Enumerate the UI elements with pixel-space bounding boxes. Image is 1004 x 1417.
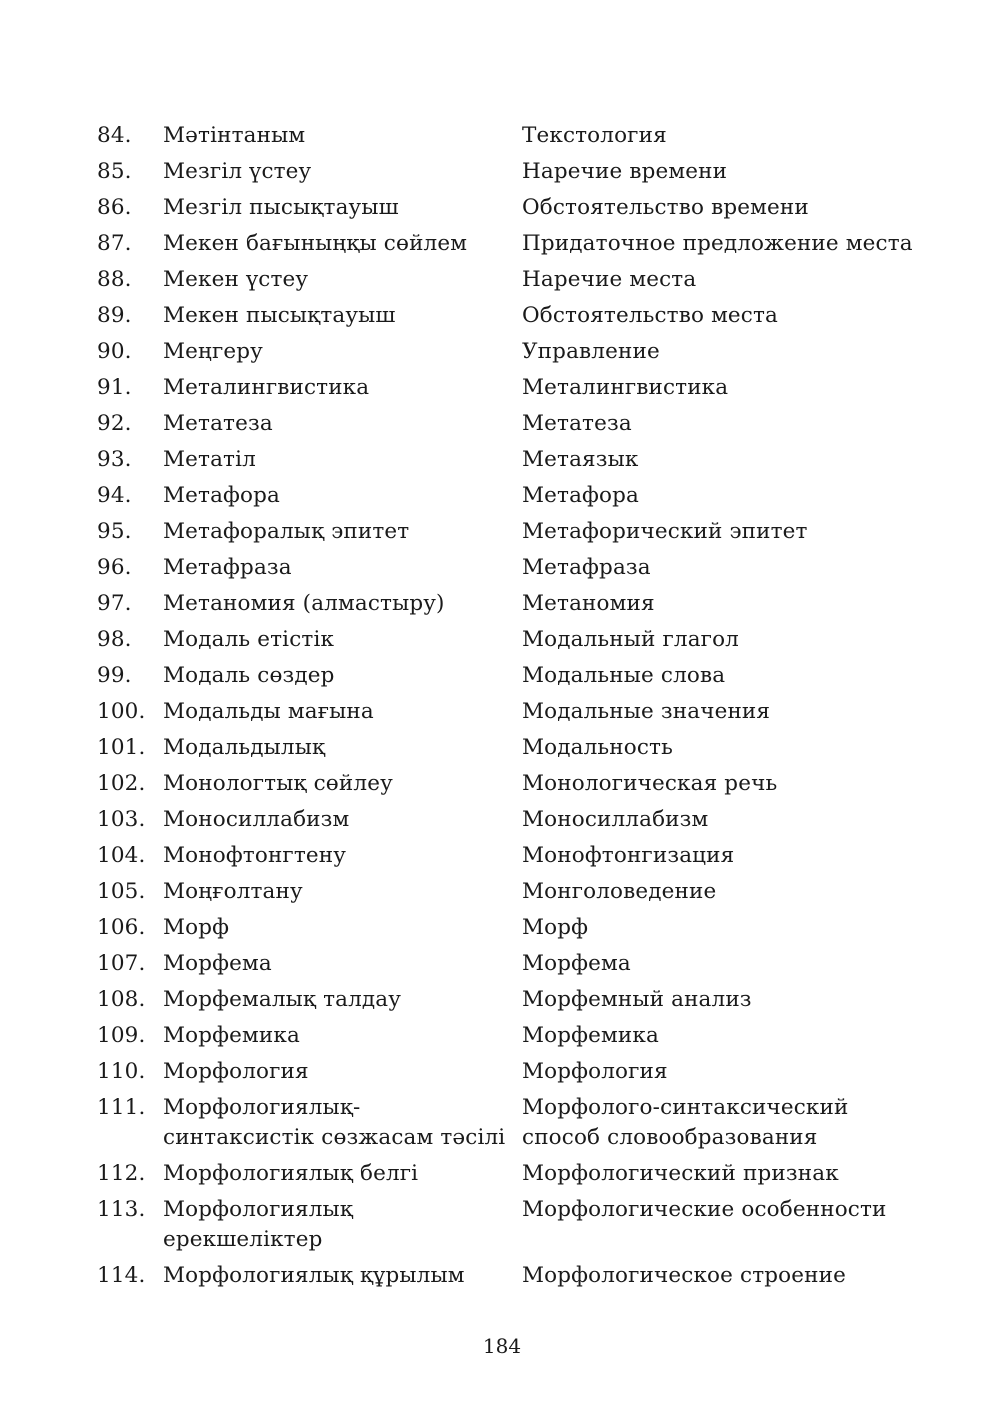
russian-term-line: Морфологическое строение xyxy=(522,1263,846,1288)
russian-term xyxy=(522,589,917,619)
kazakh-term-line: Меңгеру xyxy=(163,339,263,364)
kazakh-term xyxy=(163,193,522,223)
glossary-entry xyxy=(97,553,917,589)
glossary-list xyxy=(97,121,917,1297)
kazakh-term-line: Морфемика xyxy=(163,1023,300,1048)
russian-term xyxy=(522,769,917,799)
russian-term-line: Наречие времени xyxy=(522,159,728,184)
glossary-entry xyxy=(97,625,917,661)
kazakh-term-line: Метатеза xyxy=(163,411,273,436)
russian-term xyxy=(522,337,917,367)
russian-term-line: Метафора xyxy=(522,483,640,508)
russian-term-line: Обстоятельство времени xyxy=(522,195,809,220)
russian-term-line: Морфологический признак xyxy=(522,1161,839,1186)
kazakh-term xyxy=(163,1159,522,1189)
entry-number: 87. xyxy=(97,231,132,256)
russian-term xyxy=(522,985,917,1015)
glossary-entry xyxy=(97,229,917,265)
russian-term-line: Наречие места xyxy=(522,267,697,292)
russian-term-line: Моносиллабизм xyxy=(522,807,709,832)
entry-number: 104. xyxy=(97,843,146,868)
glossary-entry xyxy=(97,445,917,481)
russian-term xyxy=(522,877,917,907)
kazakh-term-line: Моңғолтану xyxy=(163,879,303,904)
russian-term xyxy=(522,553,917,583)
entry-number: 102. xyxy=(97,771,146,796)
kazakh-term-line: Морфологиялық- xyxy=(163,1095,361,1120)
russian-term xyxy=(522,949,917,979)
russian-term xyxy=(522,1021,917,1051)
entry-number: 113. xyxy=(97,1197,146,1222)
russian-term-line: Модальный глагол xyxy=(522,627,739,652)
kazakh-term-line: Модаль етістік xyxy=(163,627,335,652)
russian-term-line: Модальные значения xyxy=(522,699,771,724)
kazakh-term-line: Морфологиялық құрылым xyxy=(163,1263,465,1288)
glossary-entry xyxy=(97,877,917,913)
kazakh-term-line: Модальды мағына xyxy=(163,699,374,724)
russian-term xyxy=(522,1057,917,1087)
kazakh-term xyxy=(163,661,522,691)
russian-term xyxy=(522,301,917,331)
russian-term xyxy=(522,373,917,403)
entry-number: 107. xyxy=(97,951,146,976)
glossary-entry xyxy=(97,949,917,985)
kazakh-term xyxy=(163,805,522,835)
kazakh-term xyxy=(163,1093,522,1153)
russian-term-line: Модальность xyxy=(522,735,673,760)
kazakh-term xyxy=(163,841,522,871)
kazakh-term xyxy=(163,985,522,1015)
russian-term-line: Обстоятельство места xyxy=(522,303,779,328)
entry-number: 112. xyxy=(97,1161,146,1186)
glossary-entry xyxy=(97,1159,917,1195)
russian-term-line: Метафраза xyxy=(522,555,651,580)
kazakh-term xyxy=(163,481,522,511)
glossary-entry xyxy=(97,841,917,877)
russian-term-line: Морфемика xyxy=(522,1023,659,1048)
glossary-entry xyxy=(97,193,917,229)
kazakh-term xyxy=(163,877,522,907)
kazakh-term xyxy=(163,337,522,367)
glossary-entry xyxy=(97,985,917,1021)
russian-term-line: Морфология xyxy=(522,1059,668,1084)
glossary-entry xyxy=(97,1021,917,1057)
kazakh-term xyxy=(163,949,522,979)
glossary-entry xyxy=(97,301,917,337)
kazakh-term-line: Метафраза xyxy=(163,555,292,580)
glossary-entry xyxy=(97,913,917,949)
kazakh-term xyxy=(163,1195,522,1255)
kazakh-term-line: Морфемалық талдау xyxy=(163,987,402,1012)
kazakh-term-line: синтаксистік сөзжасам тәсілі xyxy=(163,1125,506,1150)
entry-number: 109. xyxy=(97,1023,146,1048)
kazakh-term-line: Мезгіл пысықтауыш xyxy=(163,195,399,220)
kazakh-term xyxy=(163,265,522,295)
glossary-entry xyxy=(97,517,917,553)
glossary-entry xyxy=(97,373,917,409)
kazakh-term xyxy=(163,373,522,403)
kazakh-term-line: Морфологиялық xyxy=(163,1197,354,1222)
kazakh-term xyxy=(163,1261,522,1291)
kazakh-term-line: Моносиллабизм xyxy=(163,807,350,832)
kazakh-term-line: Метафоралық эпитет xyxy=(163,519,410,544)
russian-term-line: Метатеза xyxy=(522,411,632,436)
kazakh-term xyxy=(163,913,522,943)
kazakh-term xyxy=(163,1057,522,1087)
russian-term xyxy=(522,265,917,295)
entry-number: 85. xyxy=(97,159,132,184)
kazakh-term-line: Мекен бағыныңқы сөйлем xyxy=(163,231,468,256)
kazakh-term-line: Мекен үстеу xyxy=(163,267,309,292)
kazakh-term xyxy=(163,409,522,439)
glossary-entry xyxy=(97,805,917,841)
entry-number: 106. xyxy=(97,915,146,940)
kazakh-term-line: Мәтінтаным xyxy=(163,123,306,148)
entry-number: 100. xyxy=(97,699,146,724)
kazakh-term-line: Металингвистика xyxy=(163,375,370,400)
kazakh-term-line: Метафора xyxy=(163,483,281,508)
entry-number: 111. xyxy=(97,1095,146,1120)
russian-term xyxy=(522,445,917,475)
russian-term xyxy=(522,157,917,187)
entry-number: 110. xyxy=(97,1059,146,1084)
russian-term xyxy=(522,409,917,439)
kazakh-term-line: Монофтонгтену xyxy=(163,843,347,868)
kazakh-term-line: Модальдылық xyxy=(163,735,326,760)
russian-term-line: способ словообразования xyxy=(522,1125,818,1150)
kazakh-term-line: Морфема xyxy=(163,951,272,976)
page-number: 184 xyxy=(482,1334,522,1358)
russian-term-line: Текстология xyxy=(522,123,667,148)
russian-term xyxy=(522,1159,917,1189)
kazakh-term-line: ерекшеліктер xyxy=(163,1227,323,1252)
kazakh-term xyxy=(163,733,522,763)
glossary-entry xyxy=(97,157,917,193)
glossary-entry xyxy=(97,481,917,517)
kazakh-term xyxy=(163,229,522,259)
entry-number: 93. xyxy=(97,447,132,472)
russian-term-line: Металингвистика xyxy=(522,375,729,400)
russian-term-line: Метафорический эпитет xyxy=(522,519,808,544)
entry-number: 88. xyxy=(97,267,132,292)
entry-number: 94. xyxy=(97,483,132,508)
russian-term xyxy=(522,1195,917,1225)
russian-term-line: Управление xyxy=(522,339,660,364)
kazakh-term-line: Мекен пысықтауыш xyxy=(163,303,396,328)
russian-term-line: Монологическая речь xyxy=(522,771,778,796)
kazakh-term xyxy=(163,769,522,799)
russian-term-line: Метаязык xyxy=(522,447,639,472)
kazakh-term xyxy=(163,517,522,547)
kazakh-term-line: Морфологиялық белгі xyxy=(163,1161,419,1186)
kazakh-term-line: Морфология xyxy=(163,1059,309,1084)
kazakh-term-line: Метатіл xyxy=(163,447,256,472)
kazakh-term xyxy=(163,445,522,475)
russian-term-line: Морфемный анализ xyxy=(522,987,752,1012)
entry-number: 97. xyxy=(97,591,132,616)
kazakh-term xyxy=(163,697,522,727)
entry-number: 114. xyxy=(97,1263,146,1288)
russian-term-line: Монофтонгизация xyxy=(522,843,735,868)
russian-term-line: Придаточное предложение места xyxy=(522,231,913,256)
entry-number: 96. xyxy=(97,555,132,580)
entry-number: 89. xyxy=(97,303,132,328)
kazakh-term-line: Мезгіл үстеу xyxy=(163,159,312,184)
russian-term-line: Морфема xyxy=(522,951,631,976)
entry-number: 99. xyxy=(97,663,132,688)
russian-term xyxy=(522,1093,917,1153)
glossary-entry xyxy=(97,409,917,445)
entry-number: 101. xyxy=(97,735,146,760)
kazakh-term xyxy=(163,157,522,187)
russian-term xyxy=(522,625,917,655)
russian-term xyxy=(522,193,917,223)
glossary-entry xyxy=(97,1261,917,1297)
glossary-entry xyxy=(97,1093,917,1159)
entry-number: 90. xyxy=(97,339,132,364)
kazakh-term xyxy=(163,625,522,655)
russian-term-line: Морфологические особенности xyxy=(522,1197,887,1222)
entry-number: 86. xyxy=(97,195,132,220)
russian-term xyxy=(522,697,917,727)
russian-term-line: Морф xyxy=(522,915,589,940)
russian-term xyxy=(522,481,917,511)
entry-number: 92. xyxy=(97,411,132,436)
kazakh-term-line: Морф xyxy=(163,915,230,940)
kazakh-term xyxy=(163,553,522,583)
entry-number: 108. xyxy=(97,987,146,1012)
glossary-entry xyxy=(97,697,917,733)
kazakh-term xyxy=(163,1021,522,1051)
russian-term xyxy=(522,1261,917,1291)
russian-term xyxy=(522,121,917,151)
glossary-entry xyxy=(97,589,917,625)
glossary-entry xyxy=(97,1195,917,1261)
kazakh-term-line: Модаль сөздер xyxy=(163,663,335,688)
entry-number: 91. xyxy=(97,375,132,400)
russian-term xyxy=(522,229,917,259)
russian-term xyxy=(522,661,917,691)
entry-number: 103. xyxy=(97,807,146,832)
entry-number: 95. xyxy=(97,519,132,544)
glossary-entry xyxy=(97,337,917,373)
russian-term-line: Морфолого-синтаксический xyxy=(522,1095,849,1120)
kazakh-term-line: Метаномия (алмастыру) xyxy=(163,591,445,616)
kazakh-term xyxy=(163,589,522,619)
glossary-entry xyxy=(97,265,917,301)
russian-term-line: Монголоведение xyxy=(522,879,717,904)
russian-term xyxy=(522,841,917,871)
glossary-entry xyxy=(97,769,917,805)
glossary-entry xyxy=(97,121,917,157)
kazakh-term xyxy=(163,301,522,331)
kazakh-term-line: Монологтық сөйлеу xyxy=(163,771,393,796)
entry-number: 105. xyxy=(97,879,146,904)
entry-number: 84. xyxy=(97,123,132,148)
glossary-entry xyxy=(97,1057,917,1093)
russian-term xyxy=(522,805,917,835)
glossary-entry xyxy=(97,733,917,769)
russian-term xyxy=(522,517,917,547)
glossary-entry xyxy=(97,661,917,697)
russian-term xyxy=(522,733,917,763)
kazakh-term xyxy=(163,121,522,151)
russian-term xyxy=(522,913,917,943)
entry-number: 98. xyxy=(97,627,132,652)
russian-term-line: Метаномия xyxy=(522,591,655,616)
russian-term-line: Модальные слова xyxy=(522,663,726,688)
